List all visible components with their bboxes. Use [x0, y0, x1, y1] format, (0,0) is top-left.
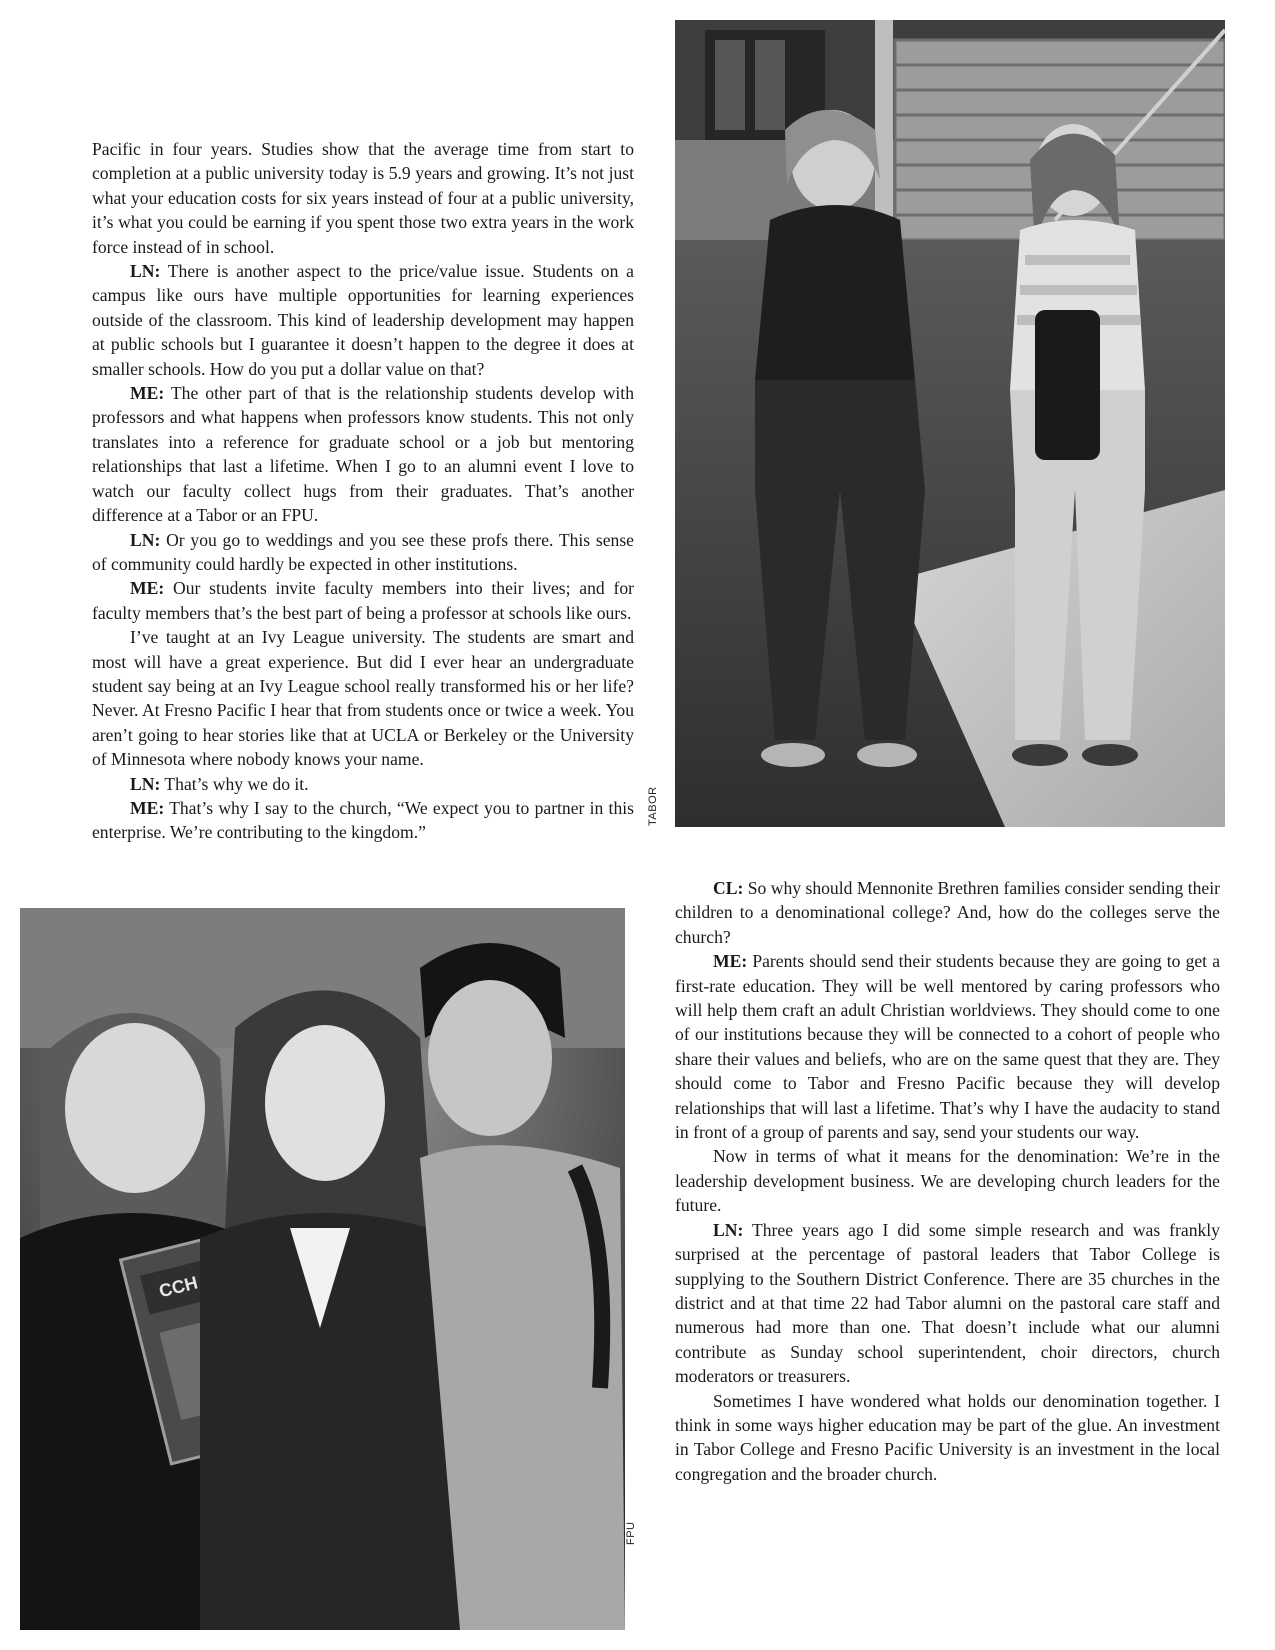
photo-students-walking	[675, 20, 1225, 827]
paragraph: ME: Our students invite faculty members into their lives; and for faculty members that’s the best part of being a professor at schools like ours.	[92, 578, 634, 623]
speaker-label: ME:	[130, 578, 165, 599]
speaker-label: ME:	[713, 951, 748, 972]
paragraph: LN: There is another aspect to the price/value issue. Students on a campus like ours have multiple opportunities for learning experiences outside of the classroom. This kind of leadership development may happen at public schools but I guarantee it doesn’t happen to the degree it does at smaller schools. How do you put a dollar value on that?	[92, 261, 634, 379]
paragraph: Sometimes I have wondered what holds our denomination together. I think in some ways higher education may be part of the glue. An investment in Tabor College and Fresno Pacific University is an investment in the local congregation and the broader church.	[675, 1390, 1220, 1484]
paragraph: ME: The other part of that is the relationship students develop with professors and what happens when professors know students. This not only translates into a reference for graduate school or a job but mentoring relationships that last a lifetime. When I go to an alumni event I love to watch our faculty collect hugs from their graduates. That’s another difference at a Tabor or an FPU.	[92, 383, 634, 526]
speaker-label: ME:	[130, 383, 165, 404]
article-column-right	[675, 876, 1220, 1486]
article-column-left	[92, 137, 634, 845]
paragraph: Now in terms of what it means for the denomination: We’re in the leadership development business. We are developing church leaders for the future.	[675, 1146, 1220, 1216]
photo-students-walking-image	[675, 20, 1225, 827]
paragraph: ME: That’s why I say to the church, “We expect you to partner in this enterprise. We’re contributing to the kingdom.”	[92, 797, 634, 843]
paragraph: LN: Or you go to weddings and you see these profs there. This sense of community could hardly be expected in other institutions.	[92, 529, 634, 574]
photo-three-students-image	[20, 908, 625, 1630]
book-cover-text: CCH	[156, 1272, 200, 1302]
paragraph: Pacific in four years. Studies show that the average time from start to completion at a public university today is 5.9 years and growing. It’s not just what your education costs for six years instead of four at a public university, it’s what you could be earning if you spent those two extra years in the work force instead of in school.	[92, 139, 634, 257]
photo-three-students	[20, 908, 625, 1630]
speaker-label: LN:	[713, 1219, 744, 1240]
speaker-label: LN:	[130, 773, 161, 794]
speaker-label: LN:	[130, 529, 161, 550]
paragraph: CL: So why should Mennonite Brethren families consider sending their children to a denominational college? And, how do the colleges serve the church?	[675, 878, 1220, 947]
paragraph: LN: That’s why we do it.	[130, 773, 309, 794]
paragraph: ME: Parents should send their students because they are going to get a first-rate education. They will be well mentored by caring professors who will help them craft an adult Christian worldviews. They should come to one of our institutions because they will be connected to a cohort of people who share their values and beliefs, who are on the same quest that they are. They should come to Tabor and Fresno Pacific because they will develop relationships that will last a lifetime. That’s why I have the audacity to stand in front of a group of parents and say, send your students our way.	[675, 951, 1220, 1143]
speaker-label: LN:	[130, 261, 161, 282]
speaker-label: CL:	[713, 878, 744, 898]
photo-credit-fpu: FPU	[625, 1521, 637, 1545]
speaker-label: ME:	[130, 797, 165, 818]
photo-credit-tabor: TABOR	[647, 786, 659, 826]
paragraph: I’ve taught at an Ivy League university. The students are smart and most will have a great experience. But did I ever hear an undergraduate student say being at an Ivy League school really transformed his or her life? Never. At Fresno Pacific I hear that from students once or twice a week. You aren’t going to hear stories like that at UCLA or Berkeley or the University of Minnesota where nobody knows your name.	[92, 627, 634, 770]
paragraph: LN: Three years ago I did some simple research and was frankly surprised at the percentage of pastoral leaders that Tabor College is supplying to the Southern District Conference. There are 35 churches in the district and at that time 22 had Tabor alumni on the pastoral care staff and numerous had more than one. That doesn’t include what our alumni contribute as Sunday school superintendent, choir directors, church moderators or treasurers.	[675, 1219, 1220, 1387]
